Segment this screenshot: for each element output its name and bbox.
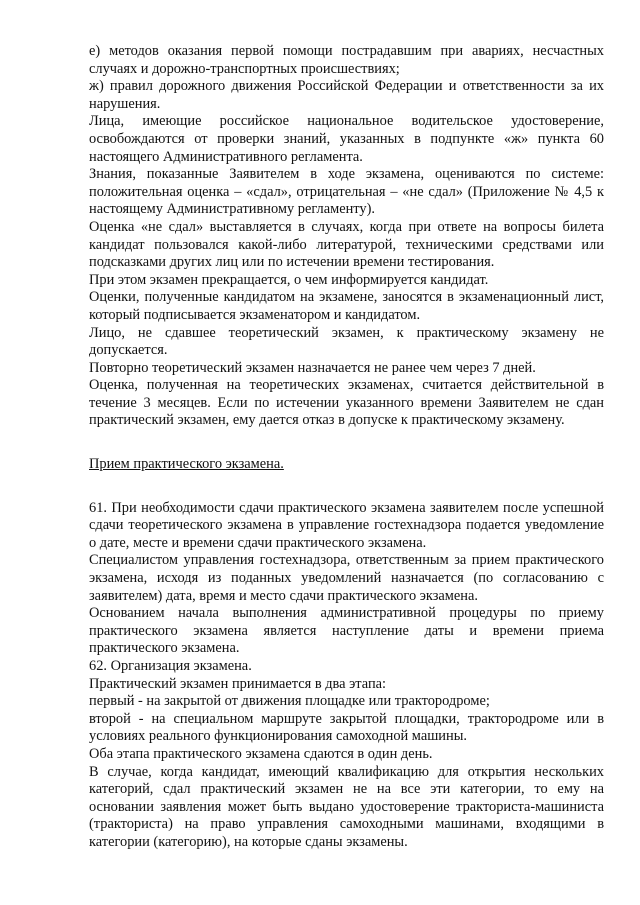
paragraph-categories: В случае, когда кандидат, имеющий квалификацию для открытия нескольких категорий, сдал практический экзамен не на все эти категории, то ему на основании заявления может быть выдано удостоверение тракториста-машиниста (тракториста) на право управления самоходными машинами, входящими в категории (категорию), на которые сданы экзамены. xyxy=(89,763,604,850)
paragraph-same-day: Оба этапа практического экзамена сдаются в один день. xyxy=(89,745,433,762)
paragraph-basis: Основанием начала выполнения административной процедуры по приему практического экзамена является наступление даты и времени приема практического экзамена. xyxy=(89,605,604,657)
paragraph-exemption: Лица, имеющие российское национальное водительское удостоверение, освобождаются от проверки знаний, указанных в подпункте «ж» пункта 60 настоящего Административного регламента. xyxy=(89,113,604,165)
paragraph-grading-system: Знания, показанные Заявителем в ходе экзамена, оцениваются по системе: положительная оценка – «сдал», отрицательная – «не сдал» (Приложение № 4,5 к настоящему Административному регламенту). xyxy=(89,166,604,218)
paragraph-stage-one: первый - на закрытой от движения площадке или трактородроме; xyxy=(89,693,490,710)
paragraph-two-stages: Практический экзамен принимается в два этапа: xyxy=(89,675,387,692)
paragraph-specialist: Специалистом управления гостехнадзора, ответственным за прием практического экзамена, исходя из поданных уведомлений назначается (по согласованию с заявителем) дата, время и место сдачи практического экзамена. xyxy=(89,552,604,604)
paragraph-item-zh: ж) правил дорожного движения Российской Федерации и ответственности за их нарушения. xyxy=(89,78,604,112)
paragraph-fail-conditions: Оценка «не сдал» выставляется в случаях, когда при ответе на вопросы билета кандидат пользовался какой-либо литературой, техническими средствами или подсказками других лиц или по истечении времени тестирования. xyxy=(89,218,604,271)
spacer xyxy=(89,474,604,500)
section-heading: Прием практического экзамена. xyxy=(89,456,284,473)
spacer xyxy=(89,430,604,456)
text-block-top xyxy=(89,43,604,430)
text-block-bottom xyxy=(89,500,604,852)
paragraph-61: 61. При необходимости сдачи практического экзамена заявителем после успешной сдачи теоретического экзамена в управление гостехнадзора подается уведомление о дате, месте и времени сдачи практического экзамена. xyxy=(89,499,604,551)
paragraph-exam-stopped: При этом экзамен прекращается, о чем информируется кандидат. xyxy=(89,271,489,288)
paragraph-exam-sheet: Оценки, полученные кандидатом на экзамене, заносятся в экзаменационный лист, который подписывается экзаменатором и кандидатом. xyxy=(89,289,604,323)
paragraph-validity: Оценка, полученная на теоретических экзаменах, считается действительной в течение 3 месяцев. Если по истечении указанного времени Заявителем не сдан практический экзамен, ему дается отказ в допуске к практическому экзамену. xyxy=(89,377,604,429)
paragraph-retake: Повторно теоретический экзамен назначается не ранее чем через 7 дней. xyxy=(89,359,536,376)
paragraph-62: 62. Организация экзамена. xyxy=(89,658,252,674)
paragraph-stage-two: второй - на специальном маршруте закрытой площадки, трактородроме или в условиях реального функционирования самоходной машины. xyxy=(89,710,604,745)
paragraph-item-e: е) методов оказания первой помощи пострадавшим при авариях, несчастных случаях и дорожно-транспортных происшествиях; xyxy=(89,43,604,77)
paragraph-not-admitted: Лицо, не сдавшее теоретический экзамен, к практическому экзамену не допускается. xyxy=(89,324,604,359)
